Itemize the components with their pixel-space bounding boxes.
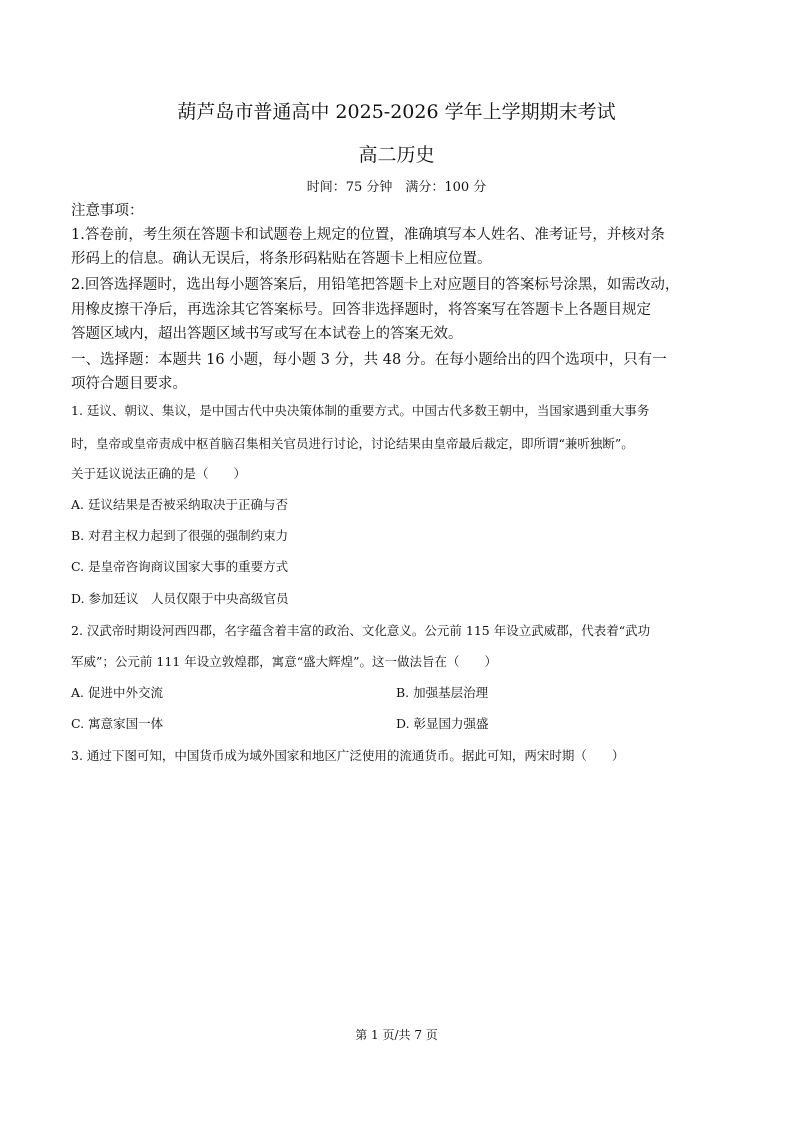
section-heading-line-2: 项符合题目要求。 [71,376,187,392]
notes-item-2-line-2: 用橡皮擦干净后，再选涂其它答案标号。回答非选择题时，将答案写在答题卡上各题目规定 [71,302,651,318]
notes-item-2-line-3: 答题区域内，超出答题区域书写或写在本试卷上的答案无效。 [71,326,463,342]
q1-stem-line-2: 时，皇帝或皇帝责成中枢首脑召集相关官员进行讨论，讨论结果由皇帝最后裁定，即所谓“兼听独断”。 [71,436,634,451]
q1-stem-line-1: 1. 廷议、朝议、集议，是中国古代中央决策体制的重要方式。中国古代多数王朝中，当国家遇到重大事务 [71,403,650,418]
q1-stem-line-3: 关于廷议说法正确的是（ ） [71,466,247,481]
notes-item-2-line-1: 2.回答选择题时，选出每小题答案后，用铅笔把答题卡上对应题目的答案标号涂黑，如需改动， [71,277,680,293]
q2-option-c: C. 寓意家国一体 [71,716,164,731]
q1-option-a: A. 廷议结果是否被采纳取决于正确与否 [71,497,288,512]
exam-subject: 高二历史 [358,144,435,166]
q3-stem-line-1: 3. 通过下图可知，中国货币成为域外国家和地区广泛使用的流通货币。据此可知，两宋时期（ ） [71,748,625,763]
notes-item-1-line-1: 1.答卷前，考生须在答题卡和试题卷上规定的位置，准确填写本人姓名、准考证号，并核对条 [71,227,665,243]
exam-title: 葫芦岛市普通高中 2025-2026 学年上学期期末考试 [177,101,616,123]
q2-stem-line-2: 军威”；公元前 111 年设立敦煌郡，寓意“盛大辉煌”。这一做法旨在（ ） [71,654,497,669]
q1-option-d: D. 参加廷议 人员仅限于中央高级官员 [71,591,289,606]
q2-option-a: A. 促进中外交流 [71,685,163,700]
section-heading-line-1: 一、选择题：本题共 16 小题，每小题 3 分，共 48 分。在每小题给出的四个选项中，只有一 [71,352,667,368]
q2-stem-line-1: 2. 汉武帝时期设河西四郡，名字蕴含着丰富的政治、文化意义。公元前 115 年设立武威郡，代表着“武功 [71,623,651,638]
q1-option-c: C. 是皇帝咨询商议国家大事的重要方式 [71,559,289,574]
notes-item-1-line-2: 形码上的信息。确认无误后，将条形码粘贴在答题卡上相应位置。 [71,251,492,267]
exam-time-info: 时间：75 分钟 满分：100 分 [306,180,487,195]
q1-option-b: B. 对君主权力起到了很强的强制约束力 [71,528,289,543]
q2-option-d: D. 彰显国力强盛 [396,716,489,731]
q2-option-b: B. 加强基层治理 [396,685,489,700]
notes-heading: 注意事项： [71,203,144,219]
page-footer: 第 1 页/共 7 页 [355,1028,438,1042]
